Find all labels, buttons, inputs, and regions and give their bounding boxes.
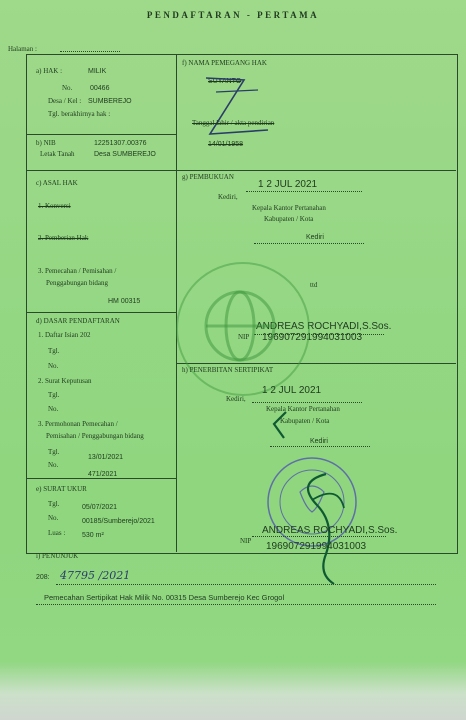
- dasar-label: d) DASAR PENDAFTARAN: [36, 317, 120, 325]
- nip-number: 196907291994031003: [266, 541, 367, 552]
- dotted-line: [252, 402, 362, 403]
- pemecahan-item: 3. Pemecahan / Pemisahan /: [38, 267, 117, 275]
- desa-value: SUMBEREJO: [88, 98, 132, 105]
- official-name: ANDREAS ROCHYADI,S.Sos.: [256, 321, 392, 332]
- luas-label: Luas :: [48, 529, 66, 537]
- dotted-line: [36, 604, 436, 605]
- tgl-label: Tgl.: [48, 391, 60, 399]
- nib-label: b) NIB: [36, 139, 56, 147]
- asal-hak-label: c) ASAL HAK: [36, 179, 78, 187]
- kabupaten-label: Kabupaten / Kota: [280, 417, 330, 425]
- penerbitan-label: h) PENERBITAN SERTIPIKAT: [182, 366, 274, 374]
- kepala-label: Kepala Kantor Pertanahan: [266, 405, 340, 413]
- surat-keputusan-item: 2. Surat Keputusan: [38, 377, 92, 385]
- dotted-line: [252, 536, 386, 537]
- penunjuk-text: Pemecahan Sertipikat Hak Milik No. 00315 Desa Sumberejo Kec Grogol: [44, 593, 285, 602]
- column-divider: [176, 54, 177, 552]
- divider: [26, 170, 456, 171]
- hak-number: 00466: [90, 85, 110, 92]
- letak-value: Desa SUMBEREJO: [94, 151, 156, 158]
- globe-watermark-icon: [190, 276, 290, 376]
- tgl-label: Tgl.: [48, 347, 60, 355]
- divider: [26, 478, 176, 479]
- official-name: ANDREAS ROCHYADI,S.Sos.: [262, 525, 398, 536]
- luas-value: 530 m²: [82, 532, 104, 539]
- permohonan-item: 3. Permohonan Pemecahan /: [38, 420, 118, 428]
- divider: [26, 312, 176, 313]
- pemegang-hak-label: f) NAMA PEMEGANG HAK: [182, 59, 267, 67]
- permohonan-number: 471/2021: [88, 471, 118, 478]
- dotted-line: [246, 191, 362, 192]
- divider: [26, 134, 176, 135]
- kabupaten-label: Kabupaten / Kota: [264, 215, 314, 223]
- tgl-label: Tgl.: [48, 448, 60, 456]
- no-label: No.: [48, 461, 59, 469]
- no-label: No.: [62, 84, 73, 92]
- nip-label: NIP: [238, 333, 250, 341]
- pembukuan-label: g) PEMBUKUAN: [182, 173, 234, 181]
- birth-date: 14/01/1958: [208, 141, 244, 148]
- kediri-label: Kediri,: [218, 193, 238, 201]
- page-header: PENDAFTARAN - PERTAMA: [146, 10, 320, 20]
- desa-label: Desa / Kel :: [48, 97, 82, 105]
- hak-label: a) HAK :: [36, 67, 63, 75]
- kediri-value: Kediri: [306, 234, 324, 241]
- no-label: No.: [48, 405, 59, 413]
- tanggal-lahir-label: Tanggal lahir / akta pendirian: [192, 119, 275, 127]
- penggabungan-item: Penggabungan bidang: [46, 279, 109, 287]
- surat-ukur-date: 05/07/2021: [82, 504, 118, 511]
- pembukuan-date: 1 2 JUL 2021: [258, 179, 318, 190]
- penerbitan-date: 1 2 JUL 2021: [262, 385, 322, 396]
- tgl-label: Tgl.: [48, 500, 60, 508]
- letak-label: Letak Tanah: [40, 150, 75, 158]
- kediri-value: Kediri: [310, 438, 328, 445]
- surat-ukur-number: 00185/Sumberejo/2021: [82, 518, 155, 525]
- permohonan-date: 13/01/2021: [88, 454, 124, 461]
- handwritten-number: 47795 /2021: [60, 569, 131, 582]
- no-label: No.: [48, 362, 59, 370]
- dotted-line: [60, 51, 120, 52]
- ttd-label: ttd: [310, 281, 318, 289]
- hak-value: MILIK: [88, 68, 107, 75]
- nip-number: 196907291994031003: [262, 332, 363, 343]
- nip-label: NIP: [240, 537, 252, 545]
- holder-name: SUYANTO: [208, 78, 242, 85]
- daftar-isian-item: 1. Daftar Isian 202: [38, 331, 91, 339]
- penunjuk-label: i) PENUNJUK: [36, 552, 79, 560]
- kediri-label: Kediri,: [226, 395, 246, 403]
- dotted-line: [254, 243, 364, 244]
- dotted-line: [56, 584, 436, 585]
- penunjuk-code: 208:: [36, 574, 50, 581]
- kepala-label: Kepala Kantor Pertanahan: [252, 204, 326, 212]
- surat-ukur-label: e) SURAT UKUR: [36, 485, 87, 493]
- konversi-item: 1. Konversi: [38, 202, 71, 210]
- pemisahan-item: Pemisahan / Penggabungan bidang: [46, 432, 144, 440]
- signature: [256, 404, 366, 594]
- pemberian-hak-item: 2. Pemberian Hak: [38, 234, 89, 242]
- nib-value: 12251307.00376: [94, 140, 147, 147]
- no-label: No.: [48, 514, 59, 522]
- berakhir-label: Tgl. berakhirnya hak :: [48, 110, 111, 118]
- halaman-label: Halaman :: [8, 45, 37, 53]
- handwritten-mark: [198, 70, 278, 150]
- hm-number: HM 00315: [108, 298, 141, 305]
